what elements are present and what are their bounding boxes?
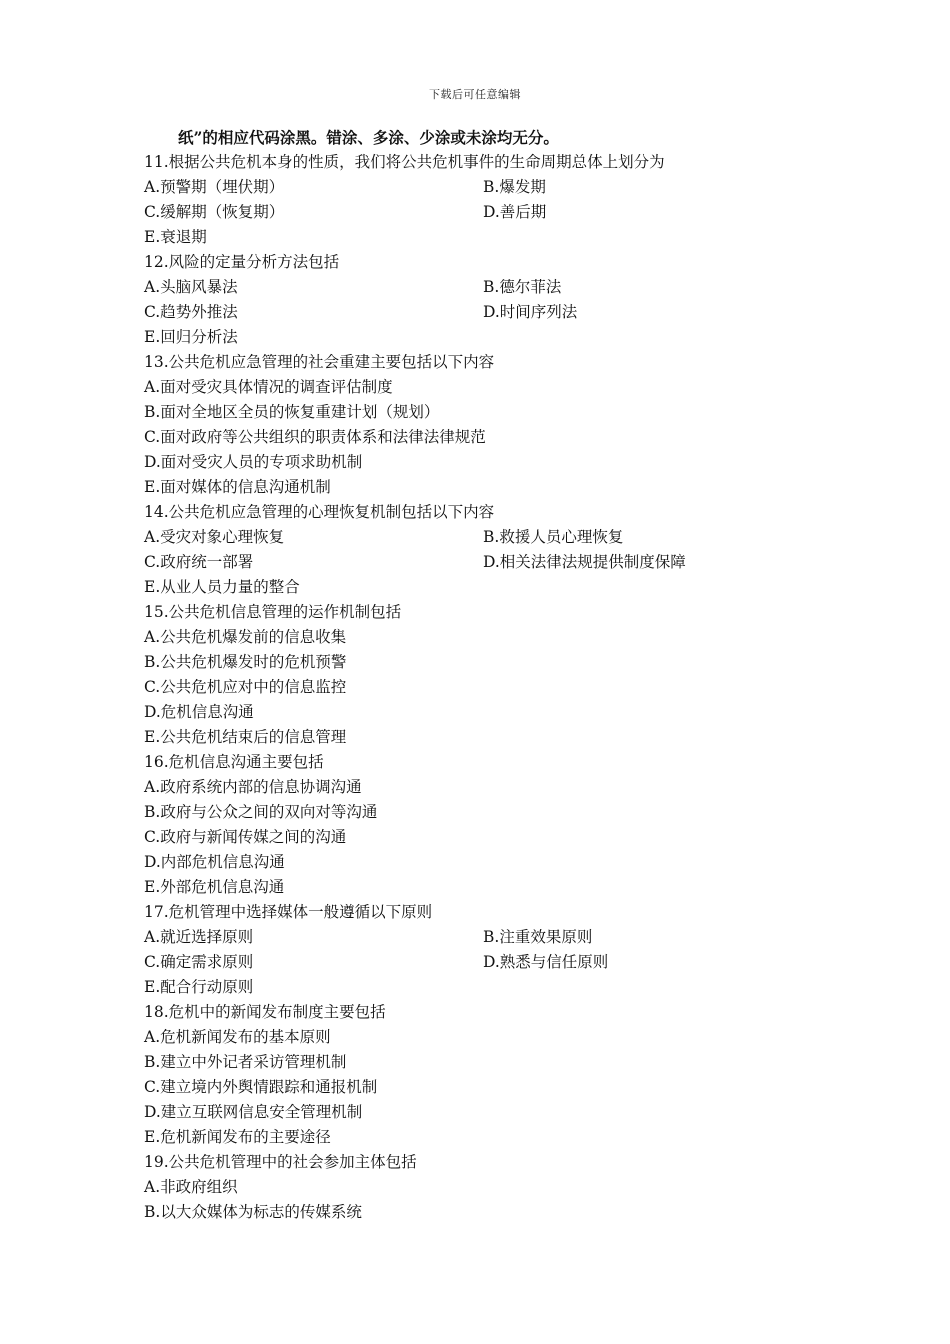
option-c: C.趋势外推法 bbox=[144, 303, 238, 321]
option-c: C.公共危机应对中的信息监控 bbox=[144, 678, 347, 696]
option-c: C.缓解期（恢复期） bbox=[144, 203, 285, 221]
option-a: A.预警期（埋伏期） bbox=[144, 178, 285, 196]
option-d: D.建立互联网信息安全管理机制 bbox=[144, 1103, 363, 1121]
option-b: B.建立中外记者采访管理机制 bbox=[144, 1053, 347, 1071]
page-header: 下载后可任意编辑 bbox=[429, 88, 521, 101]
option-b: B.面对全地区全员的恢复重建计划（规划） bbox=[144, 403, 440, 421]
option-e: E.公共危机结束后的信息管理 bbox=[144, 728, 347, 746]
question-15 bbox=[144, 600, 784, 750]
question-17 bbox=[144, 900, 784, 1000]
option-e: E.从业人员力量的整合 bbox=[144, 578, 300, 596]
option-a: A.就近选择原则 bbox=[144, 928, 254, 946]
option-b: B.政府与公众之间的双向对等沟通 bbox=[144, 803, 378, 821]
option-a: A.非政府组织 bbox=[144, 1178, 238, 1196]
question-list bbox=[144, 125, 784, 1225]
option-b: B.爆发期 bbox=[483, 178, 546, 196]
option-c: C.政府统一部署 bbox=[144, 553, 254, 571]
question-stem: 11.根据公共危机本身的性质，我们将公共危机事件的生命周期总体上划分为 bbox=[144, 153, 665, 171]
option-a: A.受灾对象心理恢复 bbox=[144, 528, 285, 546]
option-c: C.建立境内外舆情跟踪和通报机制 bbox=[144, 1078, 378, 1096]
option-c: C.面对政府等公共组织的职责体系和法律法律规范 bbox=[144, 428, 486, 446]
question-13 bbox=[144, 350, 784, 500]
option-b: B.以大众媒体为标志的传媒系统 bbox=[144, 1203, 362, 1221]
option-e: E.面对媒体的信息沟通机制 bbox=[144, 478, 331, 496]
question-stem: 19.公共危机管理中的社会参加主体包括 bbox=[144, 1153, 417, 1171]
question-14 bbox=[144, 500, 784, 600]
option-b: B.公共危机爆发时的危机预警 bbox=[144, 653, 347, 671]
option-a: A.面对受灾具体情况的调查评估制度 bbox=[144, 378, 393, 396]
question-stem: 13.公共危机应急管理的社会重建主要包括以下内容 bbox=[144, 353, 495, 371]
option-b: B.注重效果原则 bbox=[483, 928, 593, 946]
option-d: D.面对受灾人员的专项求助机制 bbox=[144, 453, 363, 471]
option-d: D.危机信息沟通 bbox=[144, 703, 254, 721]
question-stem: 16.危机信息沟通主要包括 bbox=[144, 753, 324, 771]
option-d: D.熟悉与信任原则 bbox=[483, 953, 609, 971]
question-18 bbox=[144, 1000, 784, 1150]
question-16 bbox=[144, 750, 784, 900]
option-e: E.衰退期 bbox=[144, 228, 207, 246]
option-d: D.相关法律法规提供制度保障 bbox=[483, 553, 686, 571]
option-a: A.公共危机爆发前的信息收集 bbox=[144, 628, 347, 646]
option-d: D.内部危机信息沟通 bbox=[144, 853, 285, 871]
question-stem: 17.危机管理中选择媒体一般遵循以下原则 bbox=[144, 903, 433, 921]
option-d: D.善后期 bbox=[483, 203, 547, 221]
option-a: A.政府系统内部的信息协调沟通 bbox=[144, 778, 362, 796]
option-b: B.德尔菲法 bbox=[483, 278, 562, 296]
answer-instruction: 纸”的相应代码涂黑。错涂、多涂、少涂或未涂均无分。 bbox=[178, 128, 559, 147]
option-e: E.外部危机信息沟通 bbox=[144, 878, 285, 896]
question-stem: 15.公共危机信息管理的运作机制包括 bbox=[144, 603, 402, 621]
option-a: A.头脑风暴法 bbox=[144, 278, 238, 296]
question-stem: 14.公共危机应急管理的心理恢复机制包括以下内容 bbox=[144, 503, 495, 521]
option-a: A.危机新闻发布的基本原则 bbox=[144, 1028, 331, 1046]
question-stem: 18.危机中的新闻发布制度主要包括 bbox=[144, 1003, 386, 1021]
option-b: B.救援人员心理恢复 bbox=[483, 528, 624, 546]
option-e: E.回归分析法 bbox=[144, 328, 238, 346]
option-c: C.政府与新闻传媒之间的沟通 bbox=[144, 828, 347, 846]
question-11 bbox=[144, 150, 784, 250]
question-12 bbox=[144, 250, 784, 350]
option-e: E.危机新闻发布的主要途径 bbox=[144, 1128, 331, 1146]
question-19 bbox=[144, 1150, 784, 1225]
option-c: C.确定需求原则 bbox=[144, 953, 254, 971]
question-stem: 12.风险的定量分析方法包括 bbox=[144, 253, 340, 271]
option-e: E.配合行动原则 bbox=[144, 978, 254, 996]
option-d: D.时间序列法 bbox=[483, 303, 578, 321]
